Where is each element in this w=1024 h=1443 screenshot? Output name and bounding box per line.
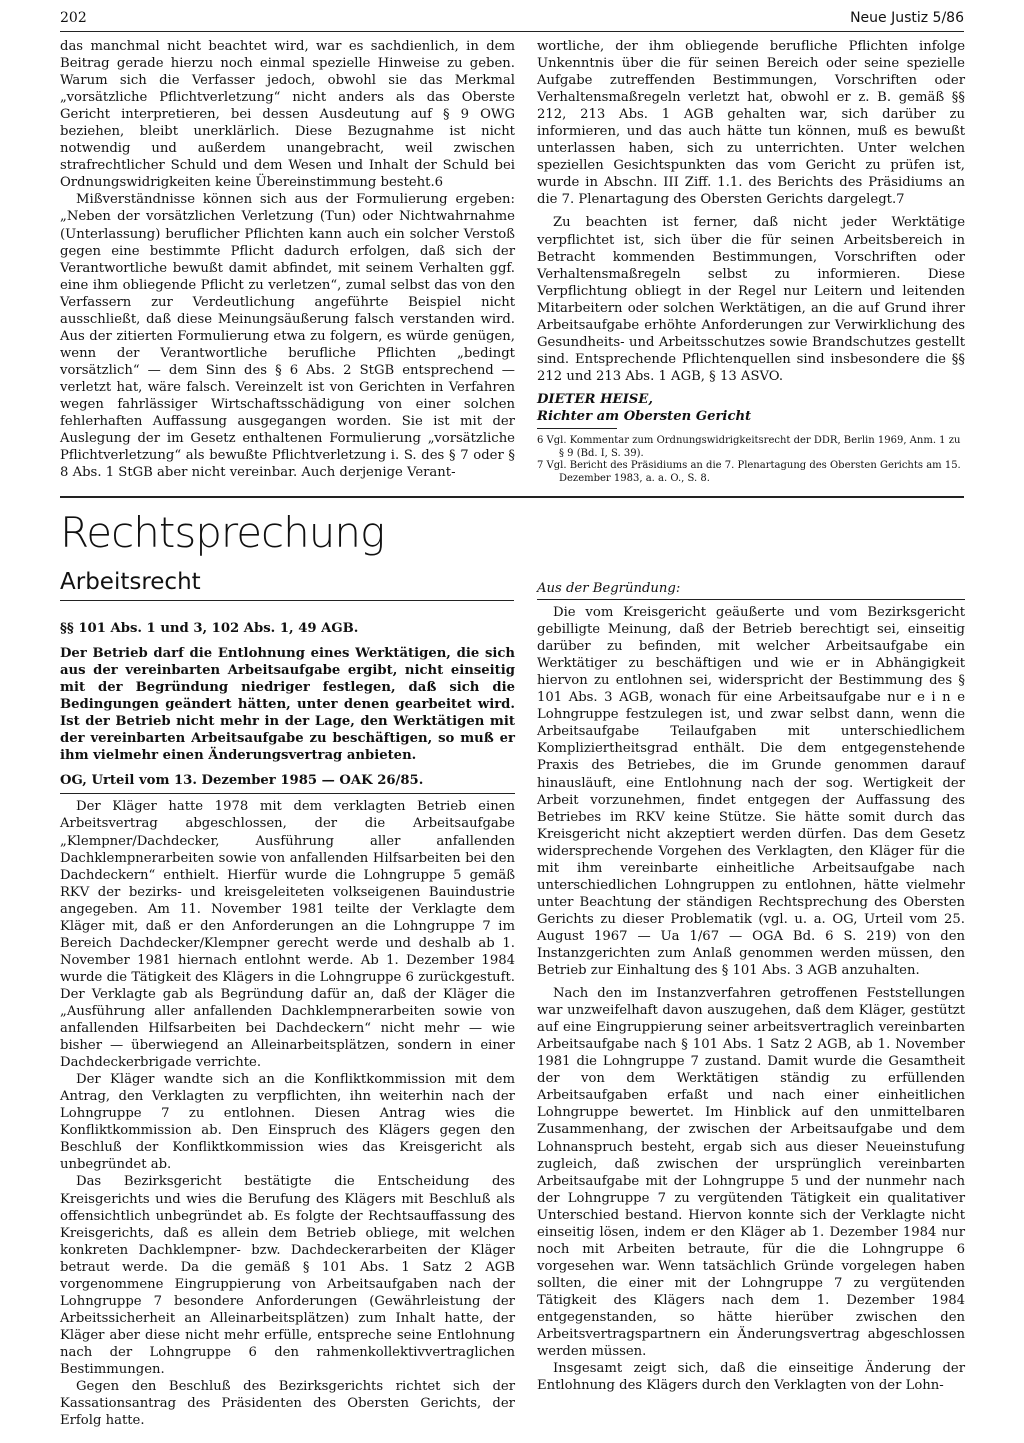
footnote: 7 Vgl. Bericht des Präsidiums an die 7. Plenartagung des Obersten Gerichts am 15. Dezember 1983, a. a. O., S. 8.	[537, 460, 961, 484]
article-paragraph: wortliche, der ihm obliegende berufliche Pflichten infolge Unkenntnis über die für seinen Bereich oder seine spezielle Aufgabe zutreffenden Bestimmungen, Vorschriften oder Verhaltensmaßregeln verletzt hat, obwohl er z. B. gemäß §§ 212, 213 Abs. 1 AGB gehalten war, sich darüber zu informieren, und das auch hätte tun können, muß es bewußt unterlassen haben, sich zu unterrichten. Unter welchen speziellen Gesichtspunkten das vom Gericht zu prüfen ist, wurde in Abschn. III Ziff. 1.1. des Berichts des Präsidiums an die 7. Plenartagung des Obersten Gerichts dargelegt.7	[537, 39, 965, 208]
article-right-column	[537, 38, 965, 425]
article-paragraph: Zu beachten ist ferner, daß nicht jeder Werktätige verpflichtet ist, sich über die für seinen Arbeitsbereich in Betracht kommenden Bestimmungen, Vorschriften oder Verhaltensmaßregeln selbst zu informieren. Diese Verpflichtung obliegt in der Regel nur Leitern und leitenden Mitarbeitern oder solchen Werktätigen, an die auf Grund ihrer Arbeitsaufgabe erhöhte Anforderungen zur Verwirklichung des Gesundheits- und Arbeitsschutzes sowie Brandschutzes gestellt sind. Entsprechende Pflichtenquellen sind insbesondere die §§ 212 und 213 Abs. 1 AGB, § 13 ASVO.	[537, 215, 965, 384]
subtitle-rule	[60, 600, 514, 601]
section-rule	[60, 496, 964, 498]
journal-issue: Neue Justiz 5/86	[850, 10, 964, 26]
footnote: 6 Vgl. Kommentar zum Ordnungswidrigkeitsrecht der DDR, Berlin 1969, Anm. 1 zu § 9 (Bd. I, S. 39).	[537, 435, 961, 459]
court-decision-line: OG, Urteil vom 13. Dezember 1985 — OAK 26/85.	[60, 773, 424, 789]
case-left-column	[60, 620, 515, 1429]
footnote-rule	[537, 428, 617, 429]
section-title: Rechtsprechung	[60, 508, 385, 557]
author-name: DIETER HEISE,	[537, 391, 653, 407]
headnote: Der Betrieb darf die Entlohnung eines Werktätigen, die sich aus der vereinbarten Arbeitsaufgabe ergibt, nicht einseitig mit der Begründung niedriger festlegen, daß sich die Bedingungen geändert hätten, unter denen gearbeitet wird. Ist der Betrieb nicht mehr in der Lage, den Werktätigen mit der vereinbarten Arbeitsaufgabe zu beschäftigen, so muß er ihm vielmehr einen Änderungsvertrag anbieten.	[60, 646, 515, 764]
article-paragraph: das manchmal nicht beachtet wird, war es sachdienlich, in dem Beitrag gerade hierzu noch einmal spezielle Hinweise zu geben. Warum sich die Verfasser jedoch, obwohl sie das Merkmal „vorsätzliche Pflichtverletzung“ nicht anders als das Oberste Gericht interpretieren, bei dessen Ausdeutung auf § 9 OWG beziehen, bleibt unerklärlich. Diese Bezugnahme ist nicht notwendig und außerdem unangebracht, weil zwischen strafrechtlicher Schuld und dem Wesen und Inhalt der Schuld bei Ordnungswidrigkeiten keine Übereinstimmung besteht.6	[60, 39, 515, 191]
footnotes	[537, 435, 965, 485]
section-subtitle: Arbeitsrecht	[60, 569, 201, 595]
author-title: Richter am Obersten Gericht	[537, 408, 752, 424]
case-paragraph: Der Kläger wandte sich an die Konfliktkommission mit dem Antrag, den Verklagten zu verpflichten, ihn weiterhin nach der Lohngruppe 7 zu entlohnen. Diesen Antrag wies die Konfliktkommission ab. Den Einspruch des Klägers gegen den Beschluß der Konfliktkommission wies das Kreisgericht als unbegründet ab.	[60, 1072, 515, 1173]
reasoning-rule	[537, 599, 965, 600]
reasoning-heading: Aus der Begründung:	[537, 581, 681, 596]
reasoning-paragraph: Insgesamt zeigt sich, daß die einseitige Änderung der Entlohnung des Klägers durch den Verklagten von der Lohn-	[537, 1361, 965, 1394]
case-paragraph: Der Kläger hatte 1978 mit dem verklagten Betrieb einen Arbeitsvertrag abgeschlossen, der die Arbeitsaufgabe „Klempner/Dachdecker, Ausführung aller anfallenden Dachklempnerarbeiten sowie von anfallenden Hilfsarbeiten bei den Dachdeckern“ enthielt. Hierfür wurde die Lohngruppe 5 gemäß RKV der bezirks- und kreisgeleiteten volkseigenen Bauindustrie angegeben. Am 11. November 1981 teilte der Verklagte dem Kläger mit, daß er den Anforderungen an die Lohngruppe 7 im Bereich Dachdecker/Klempner gerecht werde und deshalb ab 1. November 1981 hiernach entlohnt werde. Ab 1. Dezember 1984 wurde die Tätigkeit des Klägers in die Lohngruppe 6 zurückgestuft. Der Verklagte gab als Begründung dafür an, daß der Kläger die „Ausführung aller anfallenden Dachklempnerarbeiten sowie von anfallenden Hilfsarbeiten bei Dachdeckern“ nicht mehr — wie bisher — überwiegend an Alleinarbeitsplätzen, sondern in einer Dachdeckerbrigade verrichte.	[60, 799, 515, 1071]
article-paragraph: Mißverständnisse können sich aus der Formulierung ergeben: „Neben der vorsätzlichen Verletzung (Tun) oder Nichtwahrnahme (Unterlassung) beruflicher Pflichten kann auch ein solcher Verstoß gegen eine bestimmte Pflicht dadurch erfolgen, daß sich der Verantwortliche bewußt damit abfindet, mit seinem Verhalten ggf. eine ihm obliegende Pflicht zu verletzen“, zumal selbst das von den Verfassern zur Verdeutlichung angeführte Beispiel nicht ausschließt, daß diese Meinungsäußerung falsch verstanden wird. Aus der zitierten Formulierung etwa zu folgern, es würde genügen, wenn der Verantwortliche berufliche Pflichten „bedingt vorsätzlich“ — dem Sinn des § 6 Abs. 2 StGB entsprechend — verletzt hat, wäre falsch. Vereinzelt ist von Gerichten in Verfahren wegen fahrlässiger Wirtschaftsschädigung von einer solchen fehlerhaften Auffassung ausgegangen worden. Sie ist mit der Auslegung der im Gesetz enthaltenen Formulierung „vorsätzliche Pflichtverletzung“ als bewußte Pflichtverletzung i. S. des § 7 oder § 8 Abs. 1 StGB aber nicht vereinbar. Auch derjenige Verant-	[60, 192, 515, 481]
case-right-column	[537, 580, 965, 1394]
case-paragraph: Gegen den Beschluß des Bezirksgerichts richtet sich der Kassationsantrag des Präsidenten des Obersten Gerichts, der Erfolg hatte.	[60, 1379, 515, 1429]
header-rule	[60, 31, 964, 32]
reasoning-paragraph: Nach den im Instanzverfahren getroffenen Feststellungen war unzweifelhaft davon auszugehen, daß dem Kläger, gestützt auf eine Eingruppierung seiner arbeitsvertraglich vereinbarten Arbeitsaufgabe nach § 101 Abs. 1 Satz 2 AGB, ab 1. November 1981 die Lohngruppe 7 zustand. Damit wurde die Gesamtheit der von dem Werktätigen ständig zu erfüllenden Arbeitsaufgaben erfaßt und nach einer einheitlichen Lohngruppe bewertet. Im Hinblick auf den unmittelbaren Zusammenhang, der zwischen der Arbeitsaufgabe und dem Lohnanspruch besteht, ergab sich aus dieser Neueinstufung zugleich, daß zwischen der ursprünglich vereinbarten Arbeitsaufgabe mit der Lohngruppe 5 und der nunmehr nach der Lohngruppe 7 zu vergütenden Tätigkeit ein qualitativer Unterschied bestand. Hiervon konnte sich der Verklagte nicht einseitig lösen, indem er den Kläger ab 1. Dezember 1984 nur noch mit Arbeiten betraute, für die die Lohngruppe 6 vorgesehen war. Wenn tatsächlich Gründe vorgelegen haben sollten, die einer mit der Lohngruppe 7 zu vergütenden Tätigkeit des Klägers nach dem 1. Dezember 1984 entgegenstanden, so hätte hierüber zwischen den Arbeitsvertragspartnern ein Änderungsvertrag abgeschlossen werden müssen.	[537, 986, 965, 1360]
case-rule	[60, 793, 515, 794]
reasoning-paragraph: Die vom Kreisgericht geäußerte und vom Bezirksgericht gebilligte Meinung, daß der Betrieb berechtigt sei, einseitig darüber zu befinden, mit welcher Arbeitsaufgabe ein Werktätiger zu beschäftigen und wie er in Abhängigkeit hiervon zu entlohnen sei, widerspricht der Bestimmung des § 101 Abs. 3 AGB, wonach für eine Arbeitsaufgabe nur e i n e Lohngruppe festzulegen ist, und zwar selbst dann, wenn die Arbeitsaufgabe Teilaufgaben mit unterschiedlichem Kompliziertheitsgrad enthält. Die dem entgegenstehende Praxis des Betriebes, die im Grunde genommen darauf hinausläuft, eine Entlohnung nach der sog. Wertigkeit der Arbeit vorzunehmen, findet entgegen der Auffassung des Betriebes im RKV keine Stütze. Sie hätte somit durch das Kreisgericht nicht akzeptiert werden dürfen. Das dem Gesetz widersprechende Vorgehen des Verklagten, den Kläger für die mit ihm vereinbarte einheitliche Arbeitsaufgabe nach unterschiedlichen Lohngruppen zu entlohnen, hätte vielmehr unter Beachtung der ständigen Rechtsprechung des Obersten Gerichts zu dieser Problematik (vgl. u. a. OG, Urteil vom 25. August 1967 — Ua 1/67 — OGA Bd. 6 S. 219) von den Instanzgerichten zum Anlaß genommen werden müssen, den Betrieb zur Einhaltung des § 101 Abs. 3 AGB anzuhalten.	[537, 605, 965, 979]
statute-reference: §§ 101 Abs. 1 und 3, 102 Abs. 1, 49 AGB.	[60, 621, 359, 636]
case-paragraph: Das Bezirksgericht bestätigte die Entscheidung des Kreisgerichts und wies die Berufung des Klägers mit Beschluß als offensichtlich unbegründet ab. Es folgte der Rechtsauffassung des Kreisgerichts, daß es allein dem Betrieb obliege, mit welchen konkreten Dachklempner- bzw. Dachdeckerarbeiten der Kläger betraut werde. Da die gemäß § 101 Abs. 1 Satz 2 AGB vorgenommene Eingruppierung von Arbeitsaufgaben nach der Lohngruppe 7 besondere Anforderungen (Gewährleistung der Arbeitssicherheit an Alleinarbeitsplätzen) zum Inhalt hatte, der Kläger aber diese nicht mehr erfülle, entspreche seine Entlohnung nach der Lohngruppe 6 den rahmenkollektivvertraglichen Bestimmungen.	[60, 1174, 515, 1377]
page-number: 202	[60, 10, 87, 26]
article-left-column	[60, 38, 515, 481]
